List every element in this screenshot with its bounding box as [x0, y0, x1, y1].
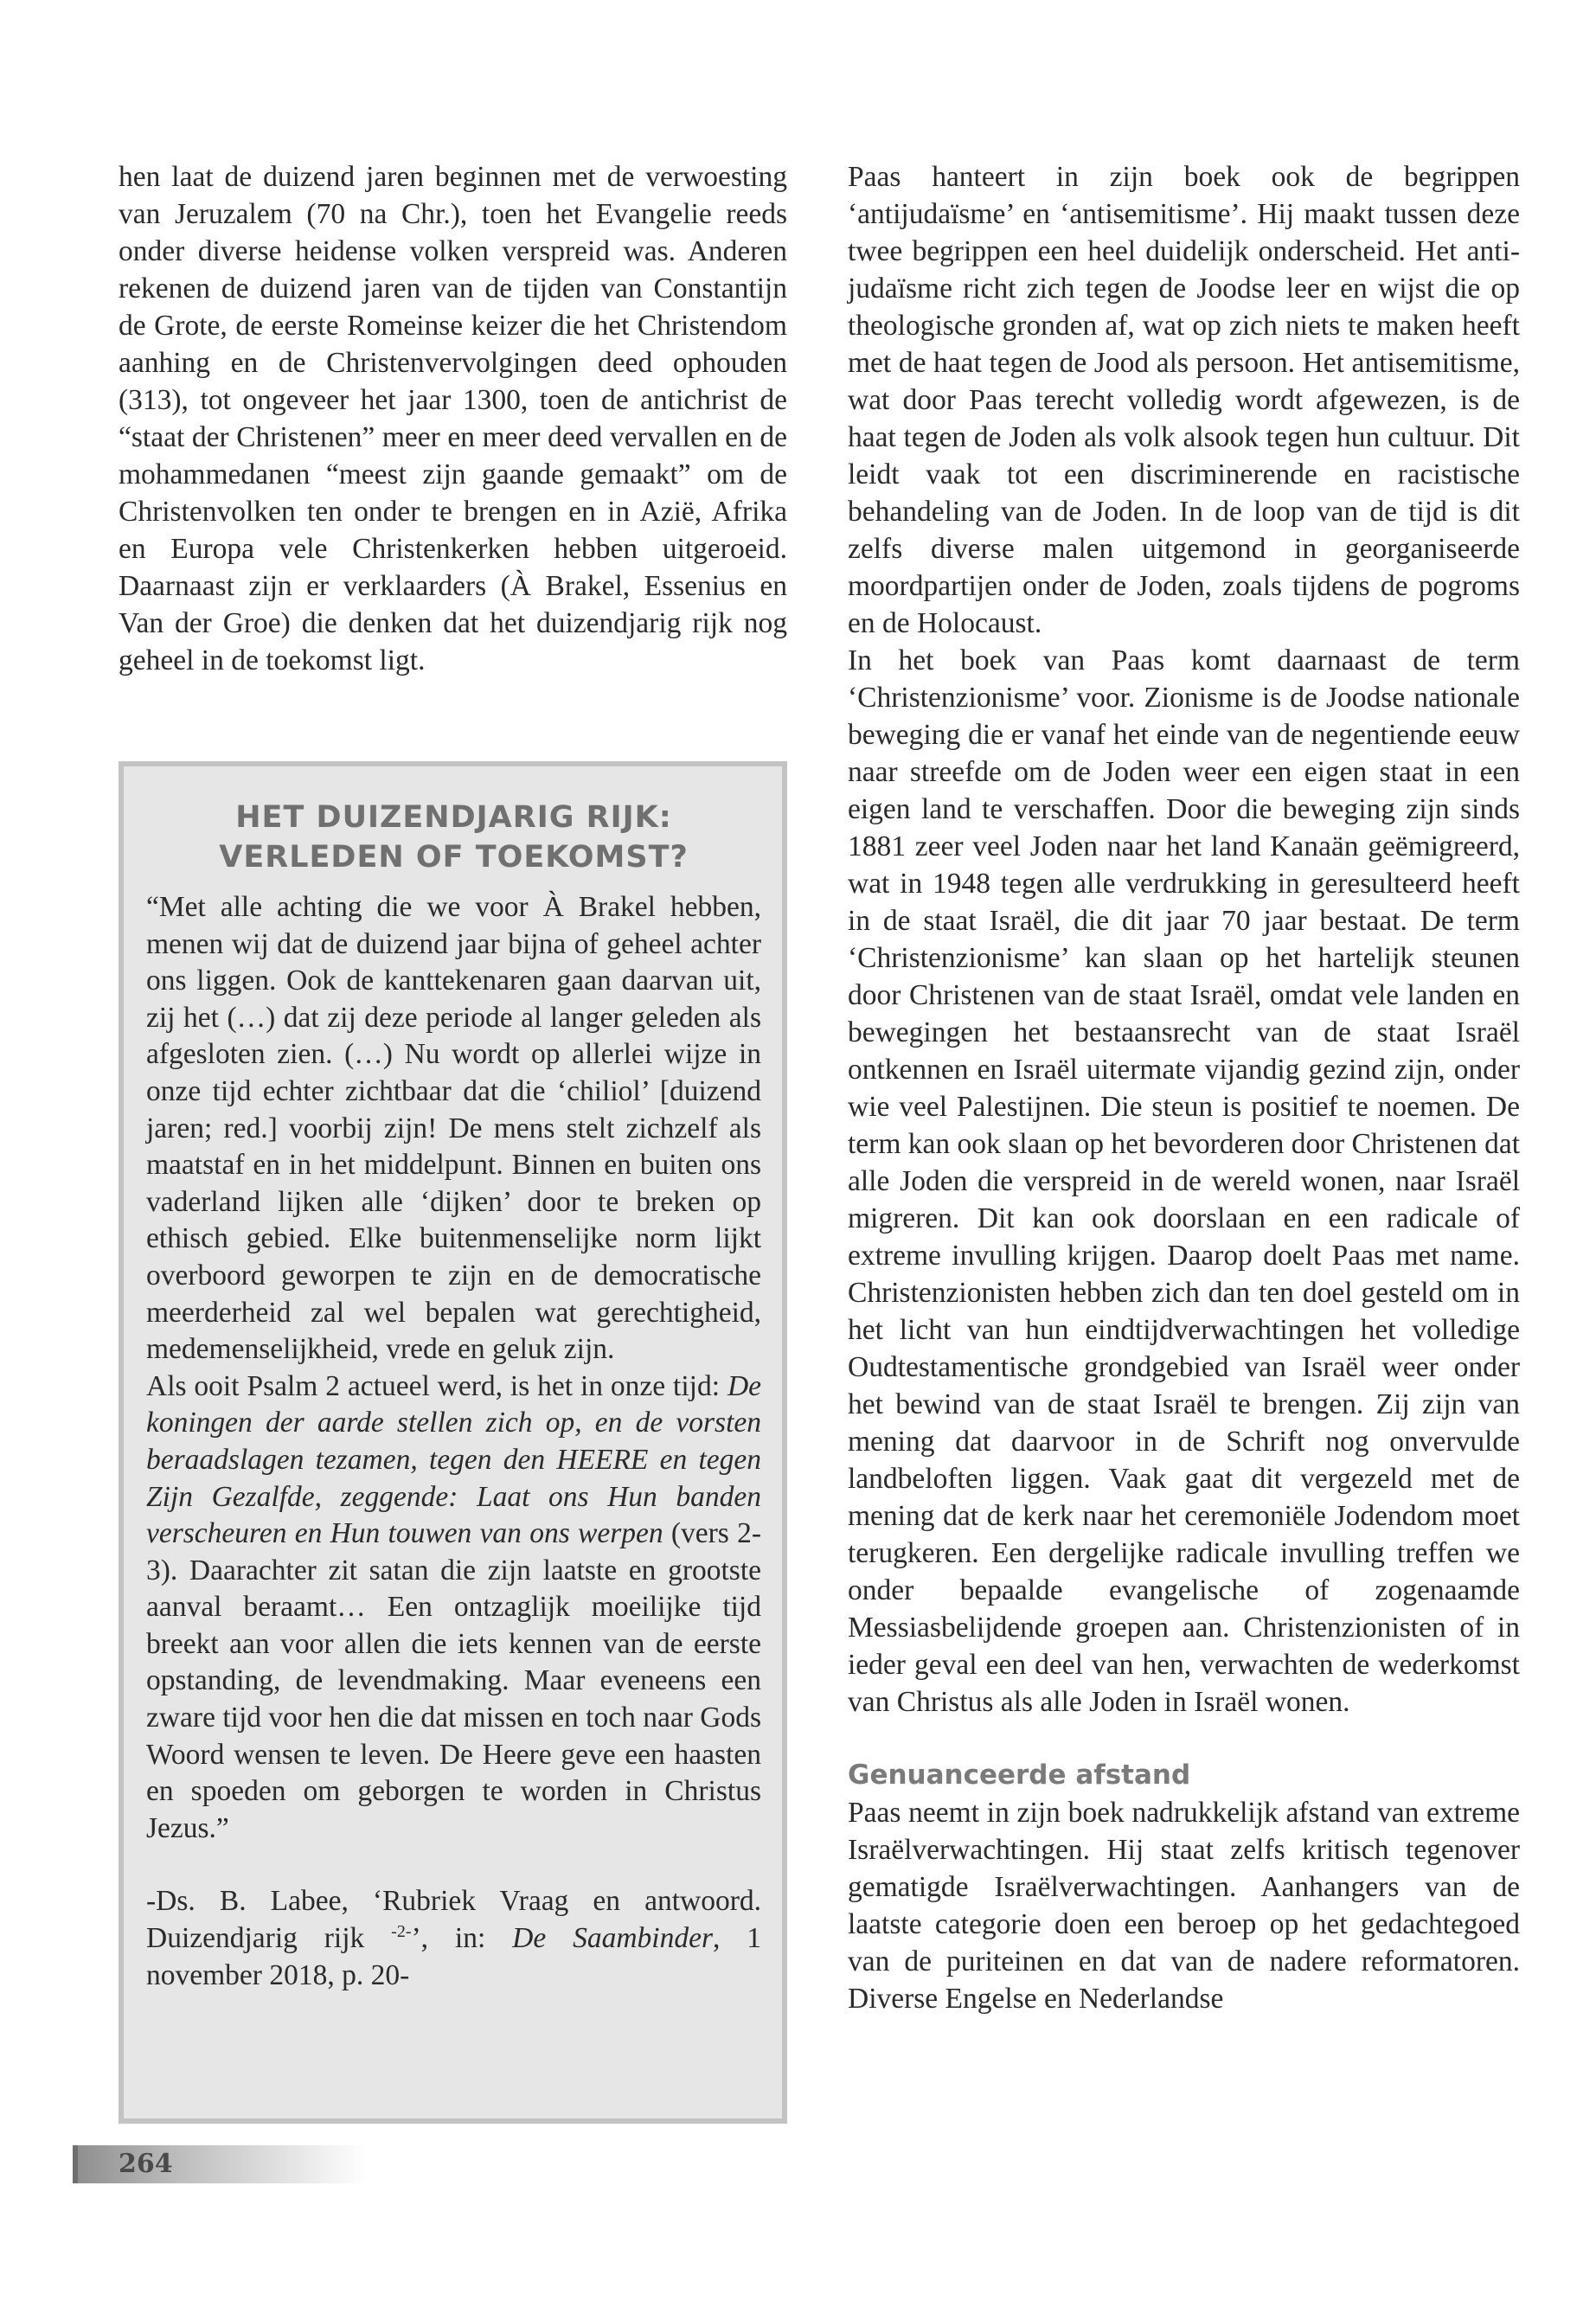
- right-column: [848, 158, 1520, 2017]
- citation-text-mid: ’, in:: [411, 1922, 513, 1955]
- psalm-quote-italic: De koningen der aarde stellen zich op, en de vorsten beraadslagen tezamen, tegen den HEERE en tegen Zijn Gezalfde, zeggende: Laat ons Hun banden verscheuren en Hun touwen van ons werpen: [146, 1369, 761, 1550]
- page-number-bar-edge: [73, 2145, 78, 2183]
- citation-superscript: -2-: [391, 1921, 412, 1941]
- page-number-bar: [73, 2145, 367, 2183]
- sidebar-quote-paragraph-1: “Met alle achting die we voor À Brakel hebben, menen wij dat de duizend jaar bijna of geheel achter ons liggen. Ook de kanttekenaren gaan daarvan uit, zij het (…) dat zij deze periode al langer geleden als afgesloten zien. (…) Nu wordt op allerlei wijze in onze tijd echter zichtbaar dat die ‘chiliol’ [duizend jaren; red.] voorbij zijn! De mens stelt zichzelf als maatstaf en in het middelpunt. Binnen en buiten ons vaderland lijken alle ‘dijken’ door te breken op ethisch gebied. Elke buitenmenselijke norm lijkt overboord geworpen te zijn en de democratische meerderheid zal wel bepalen wat gerechtigheid, medemenselijkheid, vrede en geluk zijn.: [146, 891, 761, 1366]
- citation-publication-title: De Saambinder: [512, 1922, 713, 1955]
- body-paragraph-antijudaism: Paas hanteert in zijn boek ook de begrippen ‘antijudaïsme’ en ‘antisemitisme’. Hij maakt tussen deze twee begrippen een heel duidelijk onderscheid. Het anti-judaïsme richt zich tegen de Joodse leer en wijst die op theologische gronden af, wat op zich niets te maken heeft met de haat tegen de Jood als persoon. Het antisemitisme, wat door Paas terecht volledig wordt afgewezen, is de haat tegen de Joden als volk alsook tegen hun cultuur. Dit leidt vaak tot een discriminerende en racistische behandeling van de Joden. In de loop van de tijd is dit zelfs diverse malen uitgemond in georganiseerde moordpartijen onder de Joden, zoals tijdens de pogroms en de Holocaust.: [848, 161, 1520, 639]
- section-subheading: Genuanceerde afstand: [848, 1759, 1191, 1791]
- left-column: [119, 158, 787, 679]
- sidebar-quote-paragraph-2: [146, 1368, 761, 1848]
- body-paragraph-christenzionisme: In het boek van Paas komt daarnaast de term ‘Christenzionisme’ voor. Zionisme is de Joodse nationale beweging die er vanaf het einde van de negentiende eeuw naar streefde om de Joden weer een eigen staat in een eigen land te verschaffen. Door die beweging zijn sinds 1881 zeer veel Joden naar het land Kanaän geëmigreerd, wat in 1948 tegen alle verdrukking in geresulteerd heeft in de staat Israël, die dit jaar 70 jaar bestaat. De term ‘Christenzionisme’ kan slaan op het hartelijk steunen door Christenen van de staat Israël, omdat vele landen en bewegingen het bestaansrecht van de staat Israël ontkennen en Israël uitermate vijandig gezind zijn, onder wie veel Palestijnen. Die steun is positief te noemen. De term kan ook slaan op het bevorderen door Christenen dat alle Joden die verspreid in de wereld wonen, naar Israël migreren. Dit kan ook doorslaan en een radicale of extreme invulling krijgen. Daarop doelt Paas met name. Christenzionisten hebben zich dan ten doel gesteld om in het licht van hun eindtijdverwachtingen het volledige Oudtestamentische grondgebied van Israël weer onder het bewind van de staat Israël te brengen. Zij zijn van mening dat daarvoor in de Schrift nog onvervulde landbeloften liggen. Vaak gaat dit vergezeld met de mening dat de kerk naar het ceremoniële Jodendom moet terugkeren. Een dergelijke radicale invulling treffen we onder bepaalde evangelische of zogenaamde Messiasbelijdende groepen aan. Christenzionisten of in ieder geval een deel van hen, verwachten de wederkomst van Christus als alle Joden in Israël wonen.: [848, 644, 1520, 1718]
- citation-text: -Ds. B. Labee, ‘Rubriek Vraag en antwoord. Duizendjarig rijk: [146, 1885, 761, 1955]
- citation-text-end: , 1 november 2018, p. 20-: [146, 1922, 762, 1991]
- sidebar-title-line-1: HET DUIZENDJARIG RIJK:: [235, 800, 672, 835]
- section-spacer: [848, 1721, 1520, 1757]
- sidebar-title-line-2: VERLEDEN OF TOEKOMST?: [219, 840, 689, 875]
- body-paragraph-afstand: Paas neemt in zijn boek nadrukkelijk afstand van extreme Israëlverwachtingen. Hij staat zelfs kritisch tegenover gematigde Israëlverwachtingen. Aanhangers van de laatste categorie doen een beroep op het gedachtegoed van de puriteinen en dat van de nadere reformatoren. Diverse Engelse en Nederlandse: [848, 1797, 1520, 2015]
- sidebar-citation: [146, 1883, 761, 1994]
- quote-sidebar-box: [119, 761, 787, 2124]
- page-number: 264: [119, 2149, 173, 2179]
- quote-intro-text: Als ooit Psalm 2 actueel werd, is het in onze tijd:: [146, 1369, 727, 1402]
- sidebar-title: [146, 798, 761, 877]
- body-paragraph: hen laat de duizend jaren beginnen met de verwoesting van Jeruzalem (70 na Chr.), toen het Evangelie reeds onder diverse heidense volken verspreid was. Anderen rekenen de duizend jaren van de tijden van Constantijn de Grote, de eerste Romeinse keizer die het Christendom aanhing en de Christenvervolgingen deed ophouden (313), tot ongeveer het jaar 1300, toen de antichrist de “staat der Christenen” meer en meer deed vervallen en de mohammedanen “meest zijn gaande gemaakt” om de Christenvolken ten onder te brengen en in Azië, Afrika en Europa vele Christenkerken hebben uitgeroeid. Daarnaast zijn er verklaarders (À Brakel, Essenius en Van der Groe) die denken dat het duizendjarig rijk nog geheel in de toekomst ligt.: [119, 161, 787, 676]
- quote-rest-text: (vers 2-3). Daarachter zit satan die zijn laatste en grootste aanval beraamt… Een ontzaglijk moeilijke tijd breekt aan voor allen die iets kennen van de eerste opstanding, de levendmaking. Maar eveneens een zware tijd voor hen die dat missen en toch naar Gods Woord wensen te leven. De Heere geve een haasten en spoeden om geborgen te worden in Christus Jezus.”: [146, 1517, 761, 1844]
